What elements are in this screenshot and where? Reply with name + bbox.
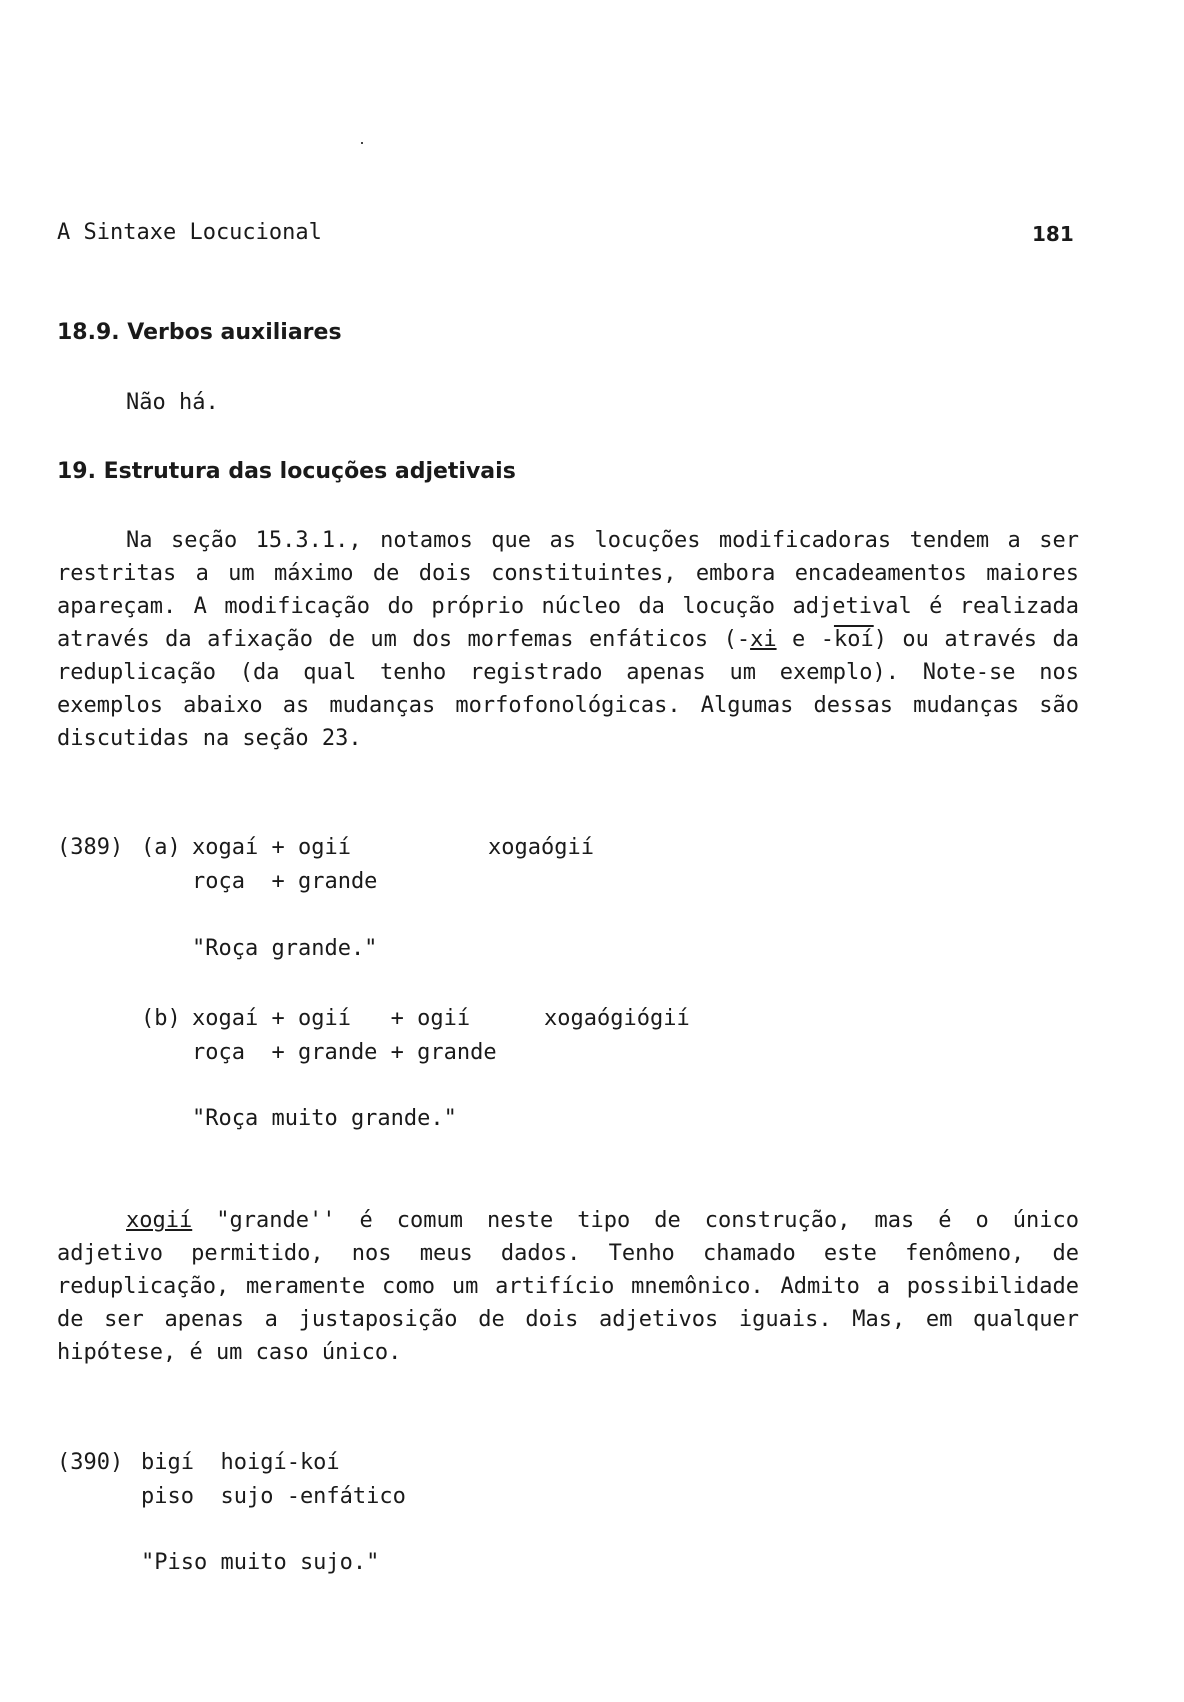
paragraph-line [57, 1204, 1079, 1237]
line-segment: ) ou através da [873, 627, 1079, 652]
example-source-line: xogaí + ogií + ogií [192, 1006, 471, 1031]
page-number: 181 [1032, 222, 1074, 246]
example-gloss-line: roça + grande + grande [192, 1040, 497, 1065]
example-translation: "Piso muito sujo." [141, 1550, 380, 1575]
stray-dot [361, 142, 363, 144]
example-number: (390) [57, 1450, 124, 1475]
word-xogii: xogií [126, 1208, 193, 1233]
section-19-paragraph [57, 524, 1079, 755]
example-result: xogaógiógií [544, 1006, 690, 1031]
section-heading-19: 19. Estrutura das locuções adjetivais [57, 459, 516, 484]
paragraph-line: Na seção 15.3.1., notamos que as locuções modificadoras tendem a ser [126, 528, 1079, 553]
line-segment: "grande'' é comum neste tipo de construção, mas é o único [192, 1208, 1079, 1233]
morpheme-xi: xi [750, 627, 777, 652]
section-18-9-body: Não há. [126, 390, 219, 415]
example-sublabel-a: (a) [141, 835, 181, 860]
morpheme-koi: $\overline{koí}$ [833, 627, 874, 652]
paragraph-line: hipótese, é um caso único. [57, 1340, 402, 1365]
paragraph-line: reduplicação, meramente como um artifício mnemônico. Admito a possibilidade [57, 1274, 1079, 1299]
example-number: (389) [57, 835, 124, 860]
paragraph-line: restritas a um máximo de dois constituintes, embora encadeamentos maiores [57, 561, 1079, 586]
line-segment: através da afixação de um dos morfemas enfáticos (- [57, 627, 751, 652]
running-head: A Sintaxe Locucional [57, 220, 322, 245]
paragraph-line-with-morphemes [57, 623, 1079, 656]
paragraph-line: exemplos abaixo as mudanças morfofonológicas. Algumas dessas mudanças são [57, 693, 1079, 718]
example-source-line: xogaí + ogií [192, 835, 351, 860]
paragraph-line: reduplicação (da qual tenho registrado apenas um exemplo). Note-se nos [57, 660, 1079, 685]
paragraph-line: apareçam. A modificação do próprio núcleo da locução adjetival é realizada [57, 594, 1079, 619]
example-result: xogaógií [488, 835, 594, 860]
example-translation: "Roça muito grande." [192, 1106, 457, 1131]
line-segment: e - [776, 627, 834, 652]
example-gloss-line: piso sujo -enfático [141, 1484, 406, 1509]
section-heading-18-9: 18.9. Verbos auxiliares [57, 320, 342, 345]
paragraph-line: adjetivo permitido, nos meus dados. Tenho chamado este fenômeno, de [57, 1241, 1079, 1266]
example-translation: "Roça grande." [192, 936, 378, 961]
paragraph-line: discutidas na seção 23. [57, 726, 362, 751]
example-gloss-line: roça + grande [192, 869, 378, 894]
paragraph-line: de ser apenas a justaposição de dois adjetivos iguais. Mas, em qualquer [57, 1307, 1079, 1332]
reduplication-paragraph [57, 1204, 1079, 1369]
example-sublabel-b: (b) [141, 1006, 181, 1031]
example-source-line: bigí hoigí-koí [141, 1450, 340, 1475]
